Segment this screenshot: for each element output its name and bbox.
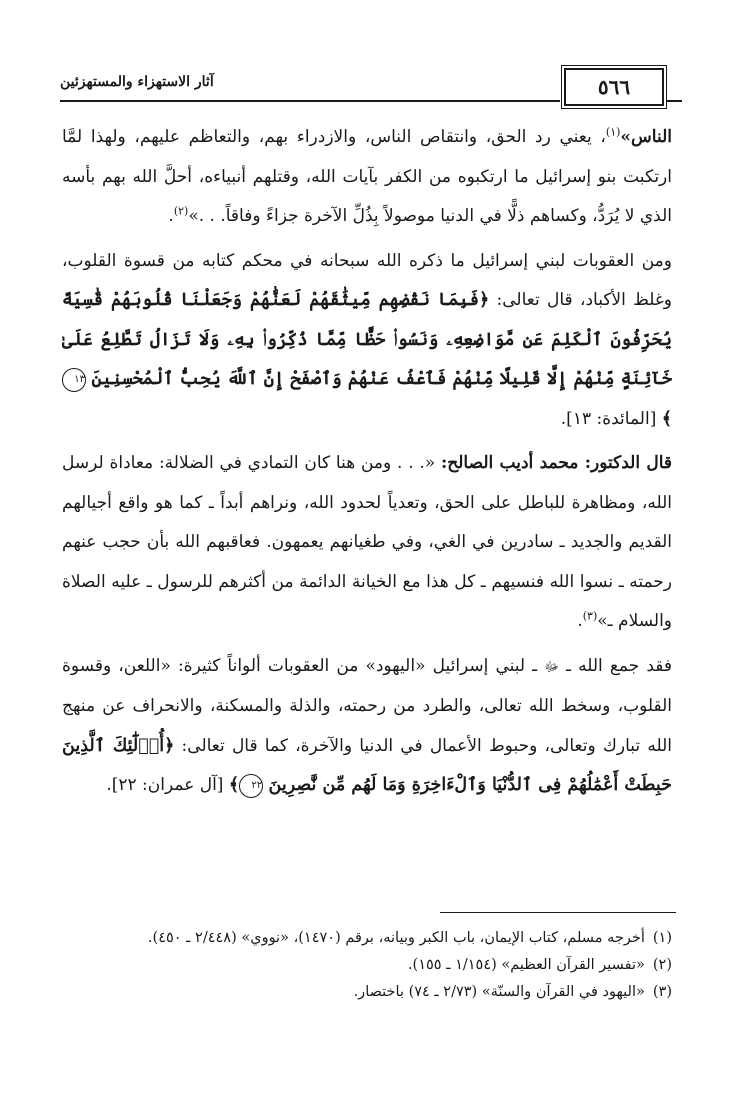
- footnote-2: [62, 952, 672, 979]
- footnote-number: (٢): [652, 957, 672, 973]
- footnote-text: «اليهود في القرآن والسنّة» (٢/٧٣ ـ ٧٤) باختصار.: [353, 984, 645, 1000]
- ayah-number-mark: ٢٢: [239, 774, 263, 798]
- paragraph-end: .: [577, 611, 583, 631]
- honorific-glyph: ﷻ: [544, 659, 559, 675]
- paragraph-text: «. . . ومن هنا كان التمادي في الضلالة: معاداة لرسل الله، ومظاهرة للباطل على الحق، وتعدياً لحدود الله، ونراهم أبداً ـ كما هو واقع أجيالهم القديم والجديد ـ سادرين في الغي، وفي طغيانهم يعمهون. فعاقبهم الله بأن حجب عنهم رحمته ـ نسوا الله فنسيهم ـ كل هذا مع الخيانة الدائمة من أكثرهم للرسول ـ عليه الصلاة والسلام ـ»: [62, 453, 672, 631]
- verse-close-bracket: ﴾: [228, 775, 240, 795]
- verse-reference: [آل عمران: ٢٢].: [106, 775, 229, 795]
- paragraph-end: .: [168, 206, 174, 226]
- ayah-number-mark: ١٣: [62, 368, 86, 392]
- footnote-text: أخرجه مسلم، كتاب الإيمان، باب الكبر وبيانه، برقم (١٤٧٠)، «نووي» (٢/٤٤٨ ـ ٤٥٠).: [147, 930, 645, 946]
- paragraph-text: ـ لبني إسرائيل «اليهود» من العقوبات ألواناً كثيرة: «اللعن، وقسوة القلوب، وسخط الله تعالى، والطرد من رحمته، والذلة والمسكنة، والانحراف عن منهج الله تبارك وتعالى، وحبوط الأعمال في الدنيا والآخرة، كما قال تعالى:: [62, 655, 672, 756]
- paragraph-3: [62, 444, 672, 642]
- footnote-1: [62, 925, 672, 952]
- main-text: [62, 118, 672, 806]
- header-rule-tail: [666, 100, 682, 102]
- paragraph-intro: ومن العقوبات لبني إسرائيل ما ذكره الله سبحانه في محكم كتابه من قسوة القلوب، وغلظ الأكباد، قال تعالى:: [62, 250, 672, 310]
- paragraph-1: [62, 118, 672, 237]
- verse-reference: [المائدة: ١٣].: [560, 408, 662, 429]
- running-title: آثار الاستهزاء والمستهزئين: [60, 74, 214, 90]
- footnote-text: «تفسير القرآن العظيم» (١/١٥٤ ـ ١٥٥).: [407, 957, 645, 973]
- footnotes: [62, 925, 672, 1006]
- quote-lead: الناس»: [620, 127, 672, 147]
- verse-close-bracket: ﴾: [661, 408, 672, 429]
- footnote-ref-3[interactable]: (٣): [582, 609, 598, 623]
- page-number: ٥٦٦: [564, 68, 664, 106]
- footnote-number: (١): [652, 930, 672, 946]
- paragraph-2: [62, 242, 672, 440]
- quran-verse: ﴿فَبِمَا نَقْضِهِم مِّيثَٰقَهُمْ لَعَنَّٰهُمْ وَجَعَلْنَا قُلُوبَهُمْ قَٰسِيَةً يُحَرِّفُونَ ٱلْكَلِمَ عَن مَّوَاضِعِهِۦ وَنَسُوا۟ حَظًّا مِّمَّا ذُكِّرُوا۟ بِهِۦ وَلَا تَزَالُ تَطَّلِعُ عَلَىٰ خَآئِنَةٍ مِّنْهُمْ إِلَّا قَلِيلًا مِّنْهُمْ فَٱعْفُ عَنْهُمْ وَٱصْفَحْ إِنَّ ٱللَّهَ يُحِبُّ ٱلْمُحْسِنِينَ: [62, 290, 672, 389]
- footnote-ref-2[interactable]: (٢): [173, 204, 189, 218]
- page-header: [60, 66, 682, 106]
- paragraph-text: ، يعني رد الحق، وانتقاص الناس، والازدراء بهم، والتعاظم عليهم، ولهذا لمَّا ارتكبت بنو إسرائيل ما ارتكبوه من الكفر بآيات الله، وقتلهم أنبياءه، أحلَّ الله بهم بأسه الذي لا يُرَدُّ، وكساهم ذلًّا في الدنيا موصولاً بِذُلِّ الآخرة جزاءً وفاقاً. . .»: [62, 127, 672, 226]
- quote-speaker: قال الدكتور: محمد أديب الصالح:: [441, 453, 673, 473]
- footnote-separator: [440, 912, 676, 913]
- footnote-ref-1[interactable]: (١): [605, 125, 621, 139]
- paragraph-text: فقد جمع الله ـ: [558, 655, 672, 676]
- header-rule: [60, 100, 560, 102]
- footnote-3: [62, 979, 672, 1006]
- paragraph-4: [62, 647, 672, 806]
- footnote-number: (٣): [652, 984, 672, 1000]
- quran-verse: ﴿أُو۟لَٰٓئِكَ ٱلَّذِينَ حَبِطَتْ أَعْمَٰلُهُمْ فِى ٱلدُّنْيَا وَٱلْءَاخِرَةِ وَمَا لَهُم مِّن نَّٰصِرِينَ: [62, 735, 672, 795]
